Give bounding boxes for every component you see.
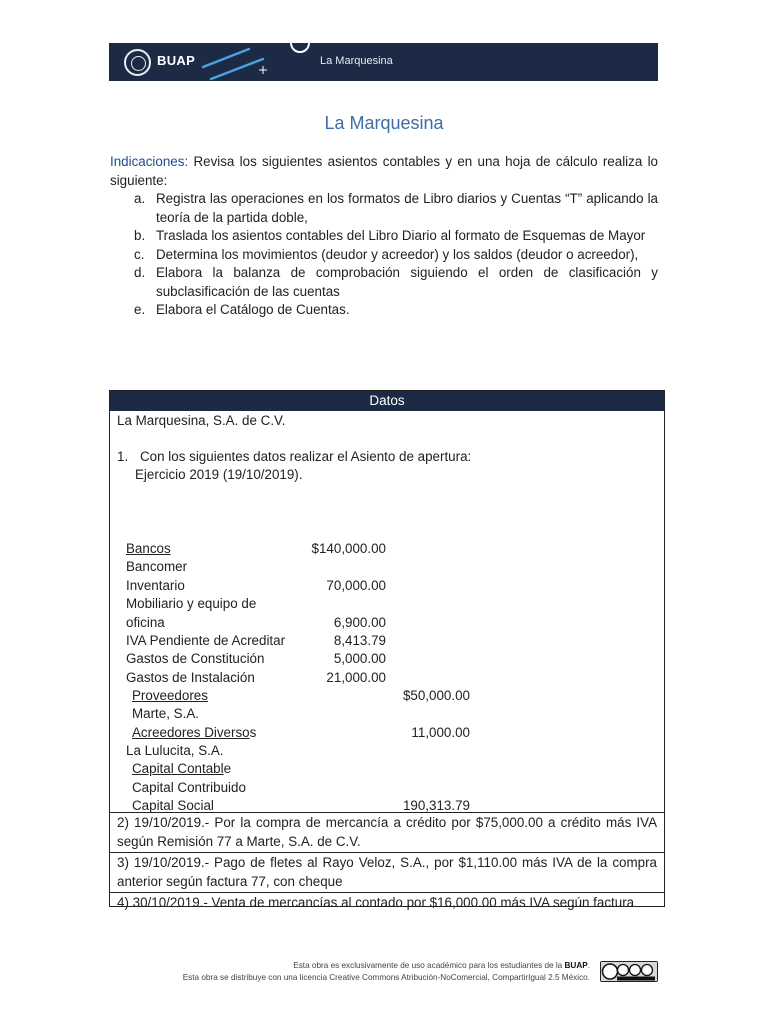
amount-iva: 8,413.79 xyxy=(333,633,386,648)
header-doc-title: La Marquesina xyxy=(320,55,393,67)
cc-badge-graphic-icon xyxy=(601,962,657,981)
instructions xyxy=(110,153,658,320)
amount-gastos-instalacion: 21,000.00 xyxy=(326,670,386,685)
list-item-text: Registra las operaciones en los formatos de Libro diarios y Cuentas “T” aplicando la teoría de la partida doble, xyxy=(156,191,658,225)
list-item-text: Elabora la balanza de comprobación siguiendo el orden de clasificación y subclasificación de las cuentas xyxy=(156,265,658,299)
list-item-text: Elabora el Catálogo de Cuentas. xyxy=(156,302,350,317)
opening-entry-cell xyxy=(110,411,664,813)
account-mobiliario-line1: Mobiliario y equipo de xyxy=(126,596,257,611)
account-gastos-instalacion: Gastos de Instalación xyxy=(126,670,255,685)
list-marker: a. xyxy=(134,191,146,206)
list-item xyxy=(110,264,658,301)
footer-line-2: Esta obra se distribuye con una licencia Creative Commons Atribución-NoComercial, CompartirIgual 2.5 México. xyxy=(182,972,590,982)
account-capital-contable-label: Capital Contabl xyxy=(132,761,224,776)
data-table xyxy=(109,390,665,910)
table-row: 4) 30/10/2019.- Venta de mercancías al contado por $16,000.00 más IVA según factura xyxy=(117,895,635,910)
account-acreedores xyxy=(132,724,256,742)
instructions-lead: Indicaciones: xyxy=(110,154,189,169)
step-1-text: Con los siguientes datos realizar el Asiento de apertura: xyxy=(140,449,472,464)
account-capital-contable xyxy=(132,760,231,778)
account-inventario: Inventario xyxy=(126,578,185,593)
account-proveedores: Proveedores xyxy=(132,688,208,703)
instructions-intro-text: Revisa los siguientes asientos contables y en una hoja de cálculo realiza lo siguiente: xyxy=(110,154,658,188)
list-item-text: Traslada los asientos contables del Libro Diario al formato de Esquemas de Mayor xyxy=(156,228,646,243)
list-item xyxy=(110,227,658,246)
step-1 xyxy=(117,449,471,464)
account-bancomer: Bancomer xyxy=(126,559,188,574)
buap-seal-icon xyxy=(124,49,151,76)
list-marker: c. xyxy=(134,246,145,262)
account-mobiliario-line2: oficina xyxy=(126,615,165,630)
company-name: La Marquesina, S.A. de C.V. xyxy=(117,413,286,428)
decorative-lines-icon xyxy=(197,43,337,81)
amount-proveedores: $50,000.00 xyxy=(402,688,470,703)
list-marker: d. xyxy=(134,265,146,280)
account-marte: Marte, S.A. xyxy=(132,706,199,721)
creative-commons-badge-icon xyxy=(600,961,658,982)
step-1-number: 1. xyxy=(117,449,129,464)
account-gastos-constitucion: Gastos de Constitución xyxy=(126,651,265,666)
table-row: 2) 19/10/2019.- Por la compra de mercancía a crédito por $75,000.00 a crédito más IVA según Remisión 77 a Marte, S.A. de C.V. xyxy=(110,813,664,853)
list-item xyxy=(110,190,658,227)
account-capital-social: Capital Social xyxy=(132,798,214,813)
list-item-text: Determina los movimientos (deudor y acreedor) y los saldos (deudor o acreedor), xyxy=(156,246,639,262)
exercise-period: Ejercicio 2019 (19/10/2019). xyxy=(135,467,303,482)
university-logo-text: BUAP xyxy=(157,53,196,68)
account-acreedores-tail: s xyxy=(249,725,257,740)
account-iva: IVA Pendiente de Acreditar xyxy=(126,633,286,648)
amount-gastos-constitucion: 5,000.00 xyxy=(333,651,386,666)
footer-line-1-bold: BUAP xyxy=(564,961,588,970)
amount-acreedores: 11,000.00 xyxy=(411,725,470,740)
footer-license-text xyxy=(110,960,590,983)
amount-inventario: 70,000.00 xyxy=(326,578,386,593)
account-capital-contable-tail: e xyxy=(223,761,232,776)
amount-mobiliario: 6,900.00 xyxy=(333,615,386,630)
list-marker: e. xyxy=(134,302,146,317)
account-bancos: Bancos xyxy=(126,541,171,556)
footer-line-1-text: Esta obra es exclusivamente de uso académico para los estudiantes de la xyxy=(293,961,565,970)
table-header: Datos xyxy=(110,391,664,411)
header-banner xyxy=(109,43,658,81)
account-capital-contribuido: Capital Contribuido xyxy=(132,780,246,795)
list-marker: b. xyxy=(134,228,146,243)
instructions-intro xyxy=(110,153,658,190)
page-title: La Marquesina xyxy=(324,113,444,133)
footer-line-1-end: . xyxy=(587,961,590,970)
list-item xyxy=(110,246,658,265)
instructions-list xyxy=(110,190,658,320)
table-row: 3) 19/10/2019.- Pago de fletes al Rayo Veloz, S.A., por $1,110.00 más IVA de la compra anterior según factura 77, con cheque xyxy=(110,853,664,893)
account-acreedores-label: Acreedores Diverso xyxy=(132,725,250,740)
account-lulucita: La Lulucita, S.A. xyxy=(126,743,224,758)
footer-line-1 xyxy=(110,960,590,972)
amount-capital-social: 190,313.79 xyxy=(402,798,470,813)
amount-bancos: $140,000.00 xyxy=(311,541,386,556)
list-item xyxy=(110,301,658,320)
